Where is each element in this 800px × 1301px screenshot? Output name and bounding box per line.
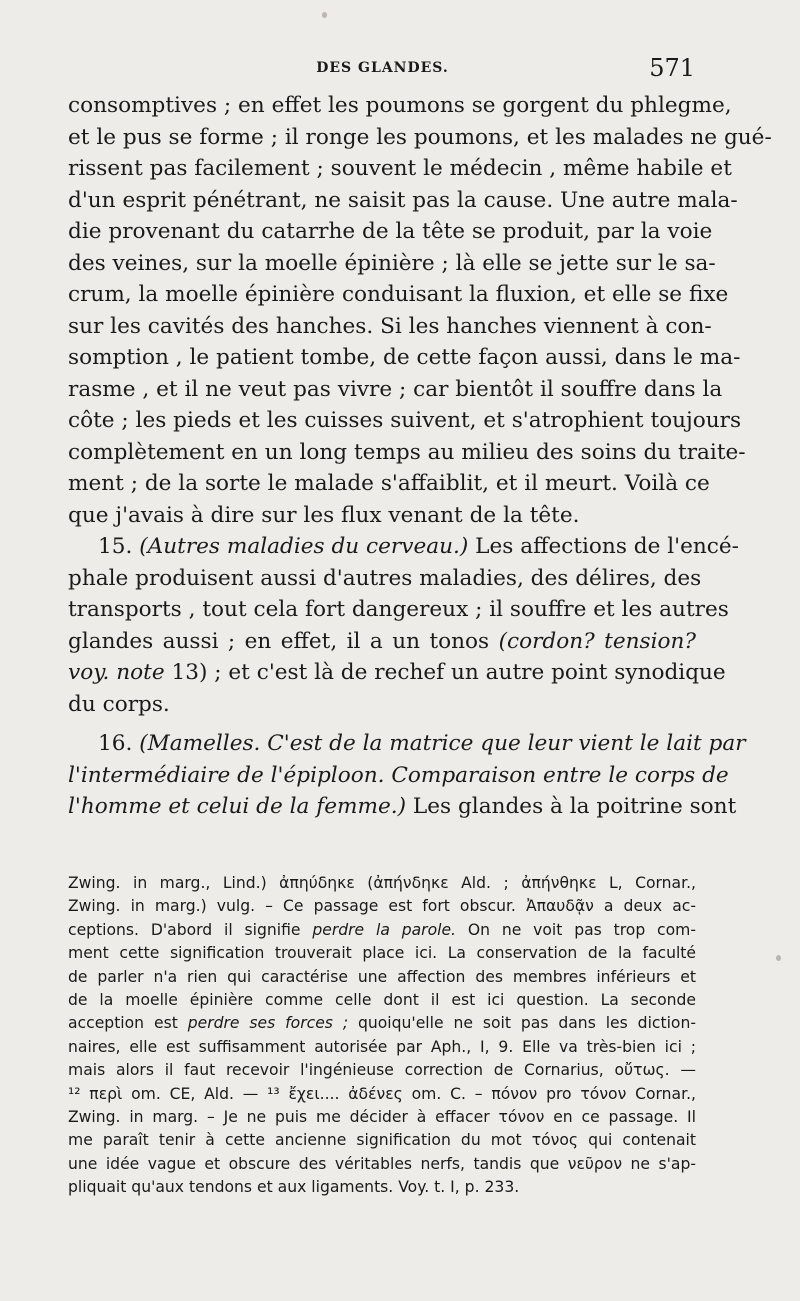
section-number: 16. xyxy=(98,731,133,756)
text-line: somption , le patient tombe, de cette façon aussi, dans le ma- xyxy=(68,345,741,370)
text-line: côte ; les pieds et les cuisses suivent, et s'atrophient toujours xyxy=(68,408,742,433)
footnote-line xyxy=(68,1012,696,1035)
text-run: Les glandes à la poitrine sont xyxy=(412,794,737,819)
footnote-line: me paraît tenir à cette ancienne signification du mot τόνος qui contenait xyxy=(68,1131,696,1150)
text-line: l'intermédiaire de l'épiploon. Comparaison entre le corps de xyxy=(68,762,729,788)
text-line: crum, la moelle épinière conduisant la fluxion, et elle se fixe xyxy=(68,282,729,307)
footnote-line: Zwing. in marg. – Je ne puis me décider à effacer τόνον en ce passage. Il xyxy=(68,1108,696,1127)
italic-run: (cordon? tension? xyxy=(498,628,696,654)
text-line: d'un esprit pénétrant, ne saisit pas la cause. Une autre mala- xyxy=(68,187,738,213)
text-line: transports , tout cela fort dangereux ; il souffre et les autres xyxy=(68,597,729,622)
paper-speck xyxy=(322,12,327,18)
footnote-line: naires, elle est suffisamment autorisée par Aph., I, 9. Elle va très-bien ici ; xyxy=(68,1037,696,1056)
footnote-line: mais alors il faut recevoir l'ingénieuse correction de Cornarius, οὔτως. — xyxy=(68,1061,696,1080)
page-number: 571 xyxy=(649,54,695,82)
footnote-line: ¹² περὶ om. CE, Ald. — ¹³ ἔχει.... ἀδένες om. C. – πόνον pro τόνον Cornar., xyxy=(68,1084,696,1103)
section-number: 15. xyxy=(98,534,133,559)
footnote-line: Zwing. in marg.) vulg. – Ce passage est fort obscur. Ἀπαυδᾷν a deux ac- xyxy=(68,897,696,916)
text-line: complètement en un long temps au milieu des soins du traite- xyxy=(68,439,746,465)
text-line: que j'avais à dire sur les flux venant de la tête. xyxy=(68,502,580,528)
text-run: Les affections de l'encé- xyxy=(475,534,739,559)
italic-run: voy. note xyxy=(68,660,165,685)
page-header xyxy=(70,54,695,84)
text-line xyxy=(68,626,696,658)
text-line xyxy=(68,791,737,823)
footnotes xyxy=(68,872,696,1200)
section-heading: (Mamelles. C'est de la matrice que leur vient le lait par xyxy=(139,731,746,756)
footnote-line: pliquait qu'aux tendons et aux ligaments. Voy. t. I, p. 233. xyxy=(68,1178,520,1197)
text-line: rissent pas facilement ; souvent le médecin , même habile et xyxy=(68,156,732,181)
text-run: ceptions. D'abord il signifie xyxy=(68,920,301,939)
main-text xyxy=(68,90,772,823)
running-title: DES GLANDES. xyxy=(316,60,449,76)
text-line xyxy=(68,657,726,689)
text-line: rasme , et il ne veut pas vivre ; car bientôt il souffre dans la xyxy=(68,376,723,402)
text-line: et le pus se forme ; il ronge les poumons, et les malades ne gué- xyxy=(68,124,772,150)
text-line xyxy=(68,728,746,760)
footnote-line: de parler n'a rien qui caractérise une affection des membres inférieurs et xyxy=(68,967,696,986)
paragraph-15 xyxy=(68,531,739,720)
text-line: sur les cavités des hanches. Si les hanches viennent à con- xyxy=(68,313,712,339)
footnote-line xyxy=(68,919,696,942)
text-line: consomptives ; en effet les poumons se gorgent du phlegme, xyxy=(68,93,732,118)
text-line: ment ; de la sorte le malade s'affaiblit, et il meurt. Voilà ce xyxy=(68,471,710,496)
italic-run: l'homme et celui de la femme.) xyxy=(68,794,407,819)
text-run: 13) ; et c'est là de rechef un autre point synodique xyxy=(171,660,726,685)
paper-speck xyxy=(776,955,781,961)
paragraph-16 xyxy=(68,728,746,823)
italic-run: perdre la parole. xyxy=(312,920,456,939)
paragraph-1 xyxy=(68,90,772,531)
footnote-line: Zwing. in marg., Lind.) ἀπηύδηκε (ἀπήνδηκε Ald. ; ἀπήνθηκε L, Cornar., xyxy=(68,874,696,892)
section-heading: (Autres maladies du cerveau.) xyxy=(139,534,469,559)
text-line: phale produisent aussi d'autres maladies, des délires, des xyxy=(68,565,702,591)
footnote-line: ment cette signification trouverait place ici. La conservation de la faculté xyxy=(68,944,696,963)
text-run: quoiqu'elle ne soit pas dans les diction- xyxy=(357,1014,696,1033)
text-run: On ne voit pas trop com- xyxy=(467,920,696,939)
italic-run: perdre ses forces ; xyxy=(187,1014,349,1033)
footnote-line: une idée vague et obscure des véritables nerfs, tandis que νεῦρον ne s'ap- xyxy=(68,1154,696,1173)
text-line xyxy=(68,531,739,563)
text-run: acception est xyxy=(68,1014,178,1033)
text-line: die provenant du catarrhe de la tête se produit, par la voie xyxy=(68,219,713,244)
text-line: du corps. xyxy=(68,691,170,717)
text-line: des veines, sur la moelle épinière ; là elle se jette sur le sa- xyxy=(68,250,716,276)
text-run: glandes aussi ; en effet, il a un tonos xyxy=(68,628,490,654)
footnote-line: de la moelle épinière comme celle dont il est ici question. La seconde xyxy=(68,991,696,1010)
